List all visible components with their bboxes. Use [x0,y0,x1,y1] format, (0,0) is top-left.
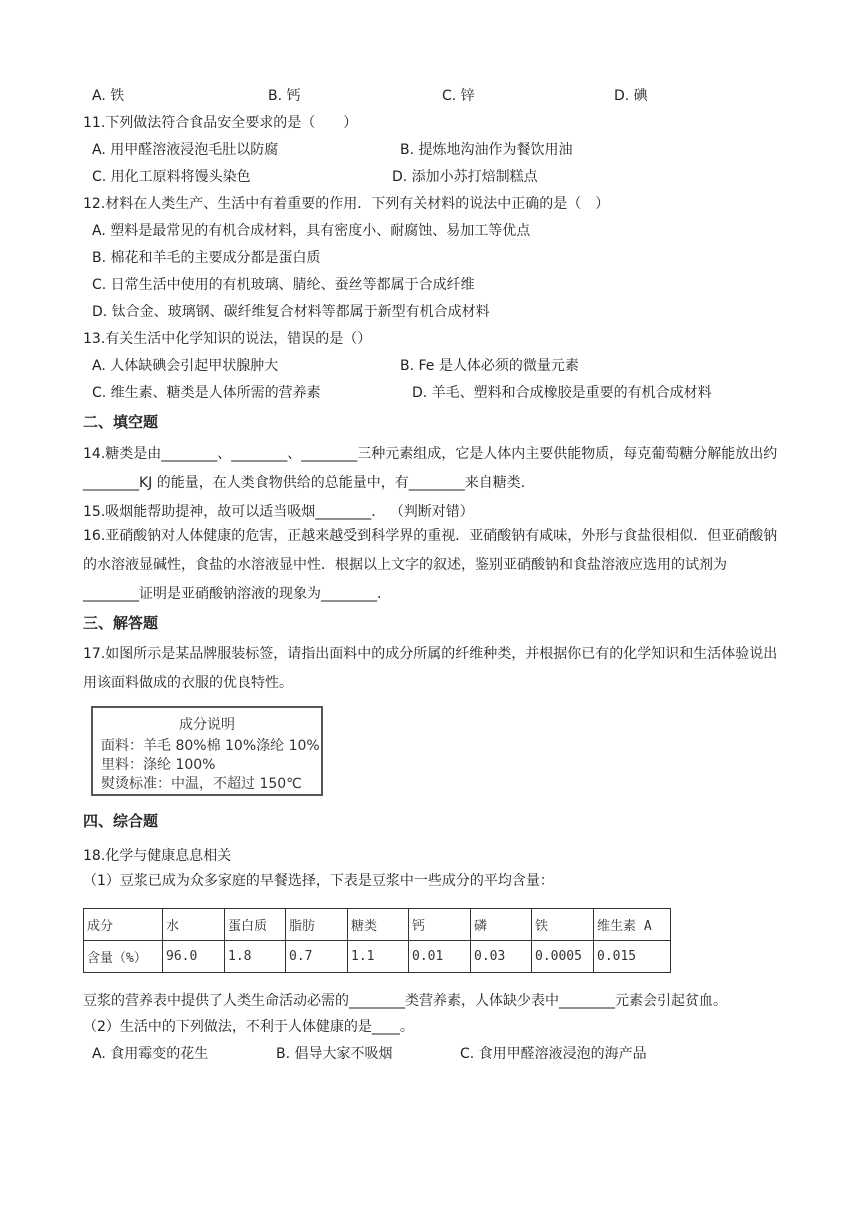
table-cell: 含量（%） [84,941,163,973]
q18-part2: （2）生活中的下列做法，不利于人体健康的是____。 [83,1019,414,1035]
q10-option-c: C. 锌 [442,88,475,104]
table-cell: 1.8 [225,941,286,973]
q12-option-c: C. 日常生活中使用的有机玻璃、腈纶、蚕丝等都属于合成纤维 [92,277,475,293]
soymilk-nutrition-table [83,908,671,973]
table-header-cell: 铁 [532,909,594,941]
q11-option-c: C. 用化工原料将馒头染色 [92,169,251,185]
q11-option-a: A. 用甲醛溶液浸泡毛肚以防腐 [92,142,279,158]
q11-stem: 11.下列做法符合食品安全要求的是（ ） [83,115,358,131]
table-header-cell: 磷 [471,909,532,941]
table-header-cell: 蛋白质 [225,909,286,941]
table-header-cell: 糖类 [348,909,409,941]
q17-text: 17.如图所示是某品牌服装标签，请指出面料中的成分所属的纤维种类，并根据你已有的化学知识和生活体验说出用该面料做成的衣服的优良特性。 [83,646,778,691]
section-heading-answer: 三、解答题 [83,614,159,632]
q11-option-d: D. 添加小苏打焙制糕点 [392,169,538,185]
q11-option-b: B. 提炼地沟油作为餐饮用油 [400,142,573,158]
q13-option-a: A. 人体缺碘会引起甲状腺肿大 [92,358,279,374]
section-heading-fill-blank: 二、填空题 [83,413,159,431]
q10-option-b: B. 钙 [268,88,301,104]
table-header-cell: 水 [163,909,225,941]
section-heading-comprehensive: 四、综合题 [83,812,159,830]
q18-stem: 18.化学与健康息息相关 [83,848,232,864]
label-line-ironing: 熨烫标准：中温，不超过 150℃ [101,776,302,792]
q12-stem: 12.材料在人类生产、生活中有着重要的作用．下列有关材料的说法中正确的是（ ） [83,196,610,212]
label-title: 成分说明 [179,717,235,733]
q13-option-c: C. 维生素、糖类是人体所需的营养素 [92,385,321,401]
table-cell: 0.7 [286,941,348,973]
q12-option-a: A. 塑料是最常见的有机合成材料，具有密度小、耐腐蚀、易加工等优点 [92,223,531,239]
table-cell: 1.1 [348,941,409,973]
table-cell: 0.03 [471,941,532,973]
q13-option-b: B. Fe 是人体必须的微量元素 [400,358,579,374]
q12-option-b: B. 棉花和羊毛的主要成分都是蛋白质 [92,250,321,266]
table-row [84,941,671,973]
table-cell: 0.0005 [532,941,594,973]
clothing-label-image [91,706,323,796]
table-header-cell: 成分 [84,909,163,941]
q13-option-d: D. 羊毛、塑料和合成橡胶是重要的有机合成材料 [412,385,712,401]
q16-text: 16.亚硝酸钠对人体健康的危害，正越来越受到科学界的重视．亚硝酸钠有咸味，外形与食盐很相似．但亚硝酸钠的水溶液显碱性，食盐的水溶液显中性．根据以上文字的叙述，鉴别亚硝酸钠和食盐溶液应选用的试剂为________证明是亚硝酸钠溶液的现象为________. [83,528,778,602]
label-line-fabric: 面料：羊毛 80%棉 10%涤纶 10% [101,738,320,754]
q18-option-a: A. 食用霉变的花生 [92,1046,209,1062]
table-cell: 0.01 [409,941,471,973]
table-header-row [84,909,671,941]
table-header-cell: 脂肪 [286,909,348,941]
label-line-lining: 里料：涤纶 100% [101,757,216,773]
q10-option-d: D. 碘 [614,88,648,104]
q18-option-b: B. 倡导大家不吸烟 [276,1046,393,1062]
q12-option-d: D. 钛合金、玻璃钢、碳纤维复合材料等都属于新型有机合成材料 [92,304,490,320]
table-cell: 96.0 [163,941,225,973]
q14-text: 14.糖类是由________、________、________三种元素组成，它是人体内主要供能物质，每克葡萄糖分解能放出约________KJ 的能量，在人类食物供给的总能量中，有________来自糖类. [83,446,778,491]
q18-part1: （1）豆浆已成为众多家庭的早餐选择，下表是豆浆中一些成分的平均含量： [83,873,554,889]
table-header-cell: 钙 [409,909,471,941]
q18-option-c: C. 食用甲醛溶液浸泡的海产品 [460,1046,647,1062]
q10-option-a: A. 铁 [92,88,125,104]
q13-stem: 13.有关生活中化学知识的说法，错误的是（） [83,331,372,347]
table-cell: 0.015 [594,941,671,973]
q18-after-table: 豆浆的营养表中提供了人类生命活动必需的________类营养素，人体缺少表中________元素会引起贫血。 [83,993,727,1009]
q15-text: 15.吸烟能帮助提神，故可以适当吸烟________． （判断对错） [83,504,474,520]
table-header-cell: 维生素 A [594,909,671,941]
